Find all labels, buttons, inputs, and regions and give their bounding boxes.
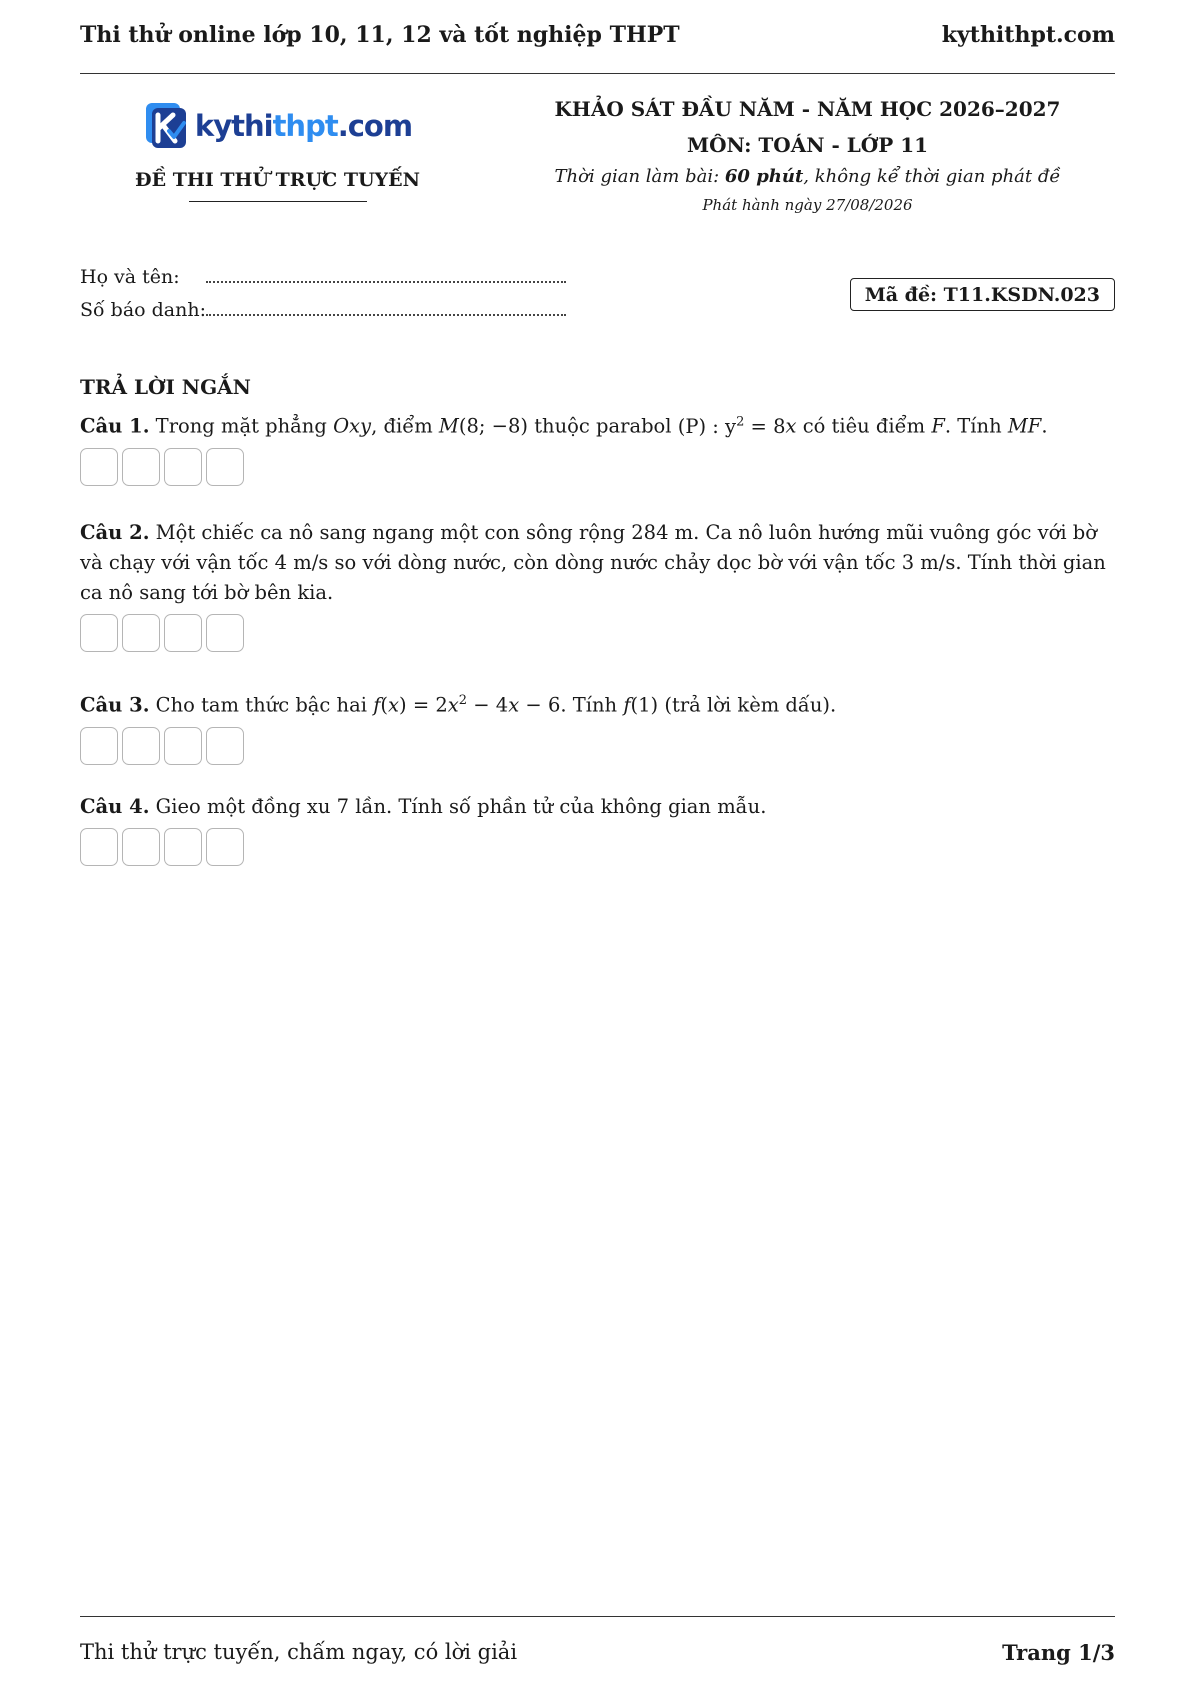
answer-boxes-3 [80, 727, 1115, 765]
exam-title-block [500, 96, 1115, 214]
id-field[interactable] [206, 298, 566, 316]
question-1 [80, 407, 1115, 486]
answer-box[interactable] [122, 614, 160, 652]
answer-box[interactable] [164, 828, 202, 866]
name-label: Họ và tên: [80, 266, 180, 288]
question-3 [80, 686, 1115, 765]
question-2 [80, 518, 1115, 652]
question-4-text: Câu 4. Gieo một đồng xu 7 lần. Tính số phần tử của không gian mẫu. [80, 795, 767, 818]
exam-subject: MÔN: TOÁN - LỚP 11 [686, 133, 929, 157]
section-title: TRẢ LỜI NGẮN [80, 375, 251, 399]
answer-boxes-4 [80, 828, 1115, 866]
answer-boxes-2 [80, 614, 1115, 652]
page-number: Trang 1/3 [1002, 1640, 1115, 1665]
release-date: Phát hành ngày 27/08/2026 [702, 196, 913, 214]
logo-wordmark: kythithpt.com [194, 109, 413, 143]
logo-mark-icon [143, 101, 189, 151]
answer-box[interactable] [122, 448, 160, 486]
online-exam-label: ĐỀ THI THỬ TRỰC TUYẾN [135, 169, 420, 191]
subtitle-underline [189, 201, 367, 202]
name-row [80, 265, 566, 298]
answer-box[interactable] [164, 727, 202, 765]
answer-box[interactable] [164, 614, 202, 652]
kythithpt-logo [143, 100, 412, 152]
footer-rule [80, 1616, 1115, 1617]
exam-code-badge: Mã đề: T11.KSDN.023 [850, 278, 1115, 311]
header-rule [80, 73, 1115, 74]
header-site-link[interactable]: kythithpt.com [941, 22, 1115, 48]
question-1-text: Câu 1. Trong mặt phẳng Oxy, điểm M(8; −8) thuộc parabol (P) : $y^2 = 8x$ có tiêu điểm F. Tính MF. [80, 414, 1048, 438]
answer-boxes-1 [80, 448, 1115, 486]
answer-box[interactable] [206, 727, 244, 765]
answer-box[interactable] [122, 727, 160, 765]
question-3-text: Câu 3. Cho tam thức bậc hai $f(x) = 2x^2 - 4x - 6$. Tính f(1) (trả lời kèm dấu). [80, 693, 837, 717]
answer-box[interactable] [80, 727, 118, 765]
answer-box[interactable] [206, 614, 244, 652]
footer-slogan: Thi thử trực tuyến, chấm ngay, có lời giải [80, 1640, 518, 1664]
question-2-text: Câu 2. Một chiếc ca nô sang ngang một con sông rộng 284 m. Ca nô luôn hướng mũi vuông góc với bờ và chạy với vận tốc 4 m/s so với dòng nước, còn dòng nước chảy dọc bờ với vận tốc 3 m/s. Tính thời gian ca nô sang tới bờ bên kia. [80, 521, 1106, 604]
exam-duration: Thời gian làm bài: 60 phút, không kể thời gian phát đề [554, 166, 1061, 187]
answer-box[interactable] [80, 614, 118, 652]
name-field[interactable] [206, 265, 566, 283]
id-label: Số báo danh: [80, 299, 207, 321]
id-row [80, 298, 566, 331]
running-header [80, 22, 1115, 48]
page-footer [80, 1640, 1115, 1665]
exam-page [80, 0, 1115, 1684]
brand-block [80, 100, 475, 202]
answer-box[interactable] [80, 828, 118, 866]
answer-box[interactable] [206, 828, 244, 866]
exam-title: KHẢO SÁT ĐẦU NĂM - NĂM HỌC 2026–2027 [554, 97, 1061, 121]
header-left-text: Thi thử online lớp 10, 11, 12 và tốt nghiệp THPT [80, 22, 680, 48]
answer-box[interactable] [80, 448, 118, 486]
student-info [80, 265, 566, 331]
answer-box[interactable] [122, 828, 160, 866]
answer-box[interactable] [206, 448, 244, 486]
answer-box[interactable] [164, 448, 202, 486]
question-4 [80, 792, 1115, 866]
